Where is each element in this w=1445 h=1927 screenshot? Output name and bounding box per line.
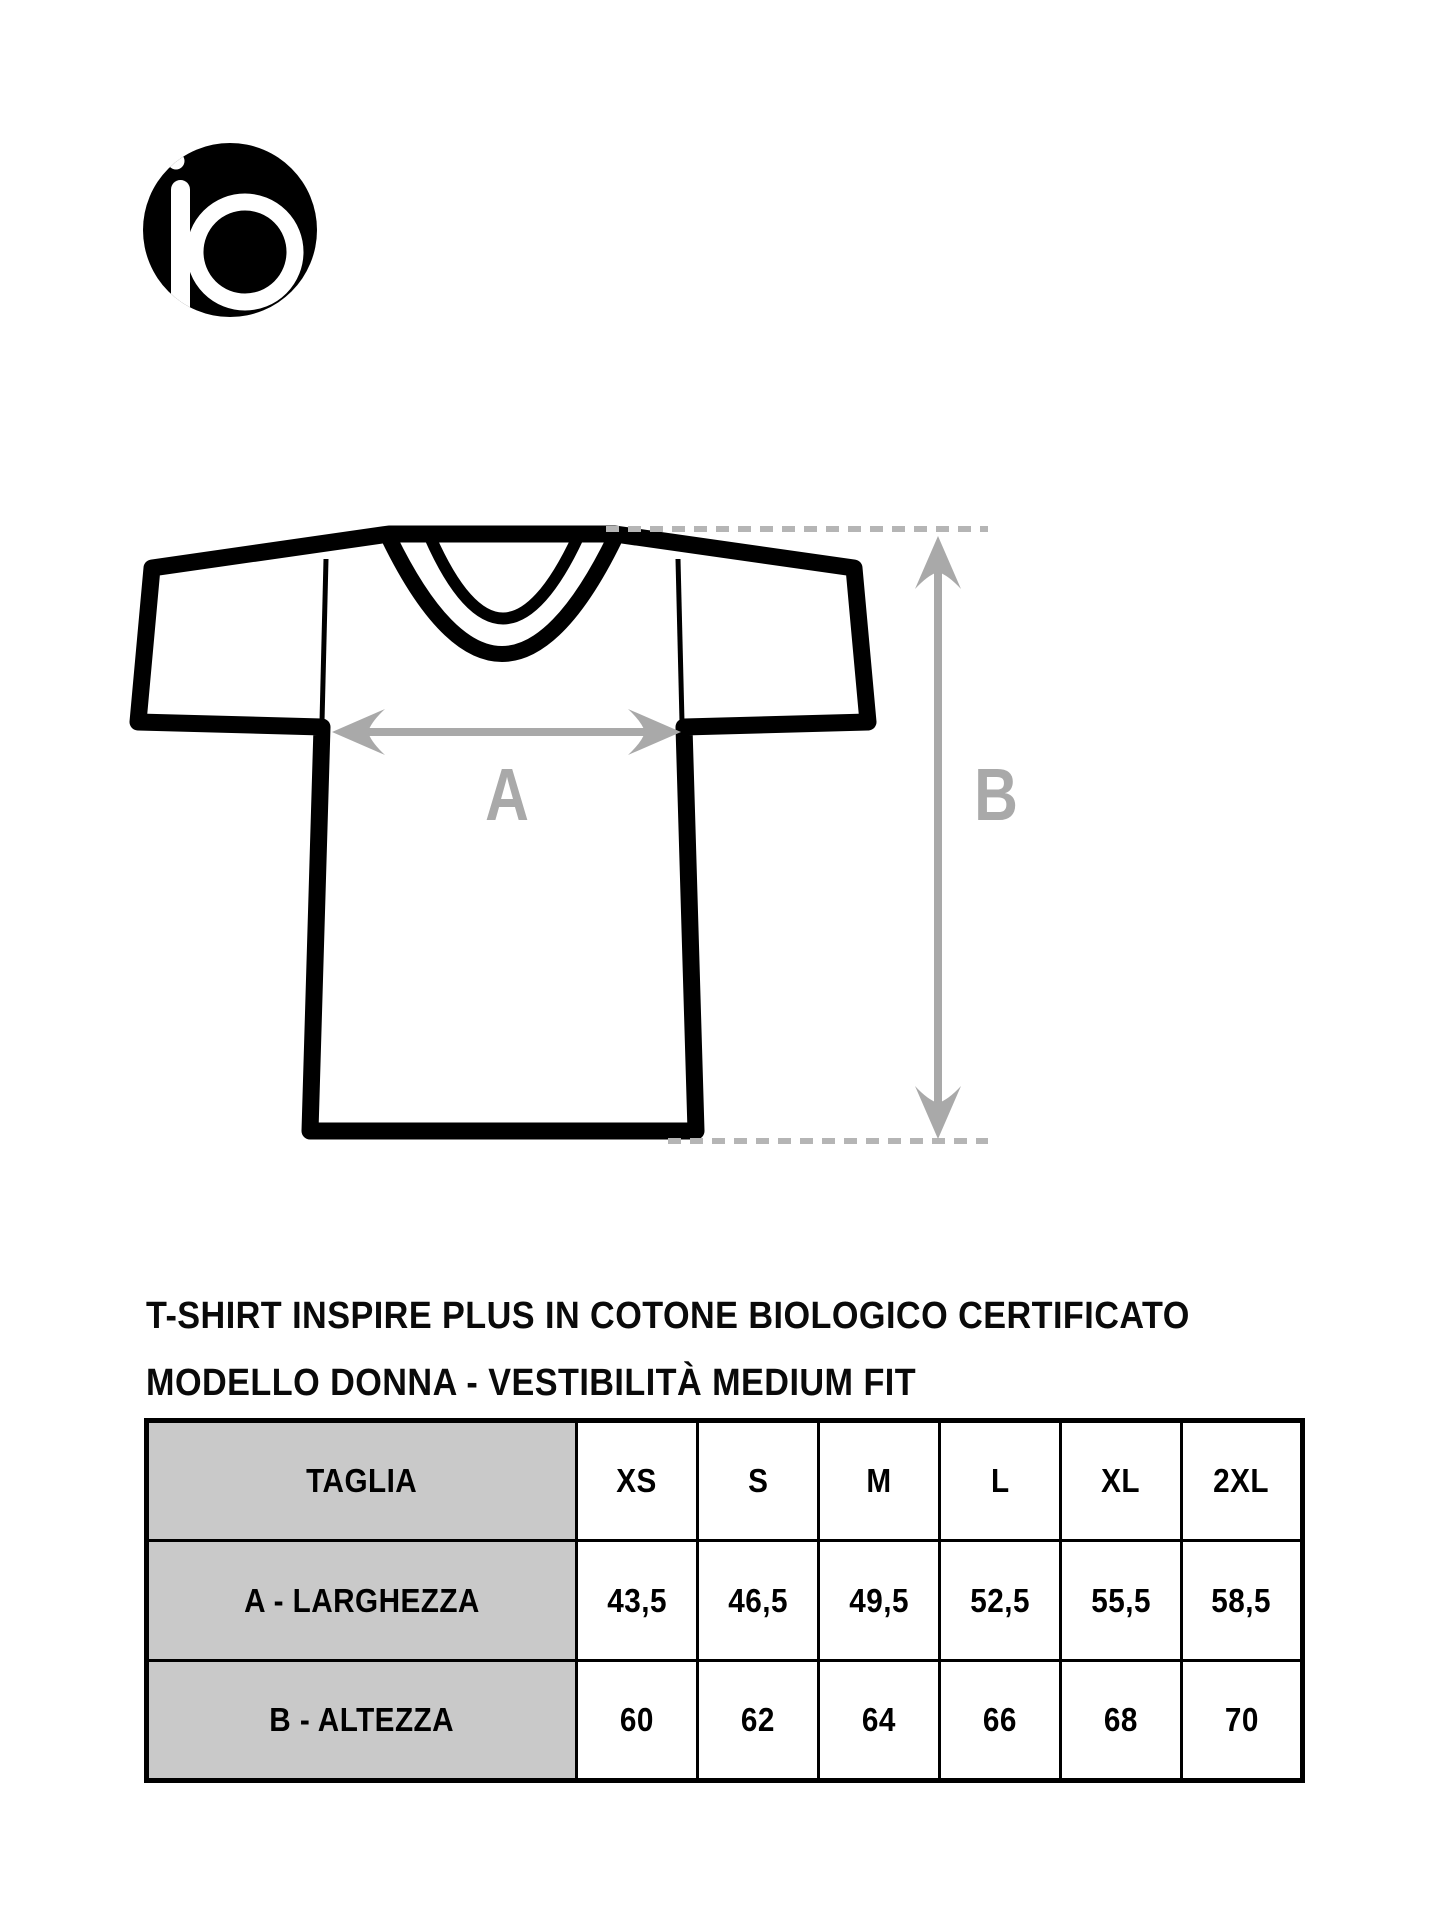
height-cell: 68: [1061, 1661, 1182, 1781]
brand-logo: [143, 143, 317, 330]
height-label: B: [974, 754, 1018, 837]
width-cell: 52,5: [940, 1541, 1061, 1661]
width-cell: 46,5: [698, 1541, 819, 1661]
table-row-width: [147, 1541, 1303, 1661]
height-cell: 64: [819, 1661, 940, 1781]
row-header-larghezza: A - LARGHEZZA: [147, 1541, 577, 1661]
width-cell: 43,5: [577, 1541, 698, 1661]
size-cell: XS: [577, 1421, 698, 1541]
logo-i-dot: [168, 153, 185, 170]
size-cell: 2XL: [1182, 1421, 1303, 1541]
height-cell: 60: [577, 1661, 698, 1781]
row-header-taglia: TAGLIA: [147, 1421, 577, 1541]
height-cell: 70: [1182, 1661, 1303, 1781]
size-cell: L: [940, 1421, 1061, 1541]
height-arrow: [915, 536, 961, 1139]
product-title-line2: MODELLO DONNA - VESTIBILITÀ MEDIUM FIT: [146, 1362, 917, 1404]
height-cell: 66: [940, 1661, 1061, 1781]
width-cell: 58,5: [1182, 1541, 1303, 1661]
size-cell: XL: [1061, 1421, 1182, 1541]
size-cell: M: [819, 1421, 940, 1541]
product-title-line1: T-SHIRT INSPIRE PLUS IN COTONE BIOLOGICO CERTIFICATO: [146, 1295, 1190, 1337]
product-title: [146, 1283, 1396, 1417]
row-header-altezza: B - ALTEZZA: [147, 1661, 577, 1781]
height-cell: 62: [698, 1661, 819, 1781]
table-row-height: [147, 1661, 1303, 1781]
table-row-sizes: [147, 1421, 1303, 1541]
size-cell: S: [698, 1421, 819, 1541]
size-table: [144, 1418, 1305, 1783]
width-cell: 55,5: [1061, 1541, 1182, 1661]
width-cell: 49,5: [819, 1541, 940, 1661]
width-label: A: [485, 754, 529, 837]
